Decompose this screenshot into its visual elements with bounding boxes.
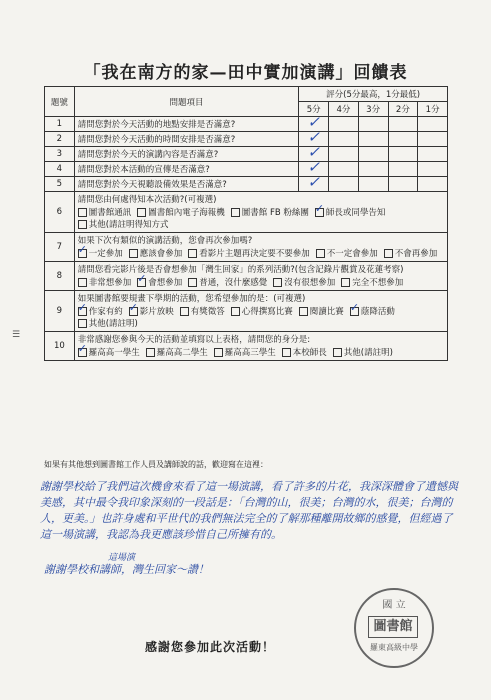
option-label: 閱讀比賽	[309, 307, 344, 317]
q6-option[interactable]	[78, 206, 132, 218]
checkbox[interactable]	[129, 249, 138, 258]
option-label: 影片放映	[139, 307, 174, 317]
option-label: 看影片主題再決定要不要參加	[199, 249, 310, 259]
checkmark-icon: ✓	[307, 173, 320, 191]
rating-cell[interactable]	[329, 147, 359, 162]
q10-options	[78, 346, 444, 358]
handwritten-comment-2	[44, 553, 464, 578]
q8-option[interactable]	[341, 276, 403, 288]
q6-options	[78, 206, 444, 230]
checkbox[interactable]	[333, 348, 342, 357]
q6-cell	[74, 192, 447, 233]
q7-option[interactable]	[78, 247, 123, 259]
checkbox[interactable]	[315, 208, 324, 217]
score-3: 3分	[358, 102, 388, 117]
option-label: 其他(請註明)	[343, 348, 393, 358]
q9-option[interactable]	[299, 305, 344, 317]
option-label: 師長或同學告知	[325, 208, 386, 218]
option-label: 非常想參加	[88, 278, 132, 288]
rating-cell[interactable]	[388, 162, 418, 177]
checkmark-icon: ✓	[307, 143, 320, 161]
option-label: 不一定會參加	[326, 249, 378, 259]
option-label: 羅高高三學生	[224, 348, 276, 358]
q6-num: 6	[45, 192, 75, 233]
checkbox[interactable]	[78, 249, 87, 258]
checkmark-icon: ✓	[307, 113, 320, 131]
option-label: 完全不想參加	[352, 278, 404, 288]
q8-option[interactable]	[78, 276, 132, 288]
q9-cell	[74, 291, 447, 332]
rating-num: 1	[45, 117, 75, 132]
rating-cell[interactable]	[358, 147, 388, 162]
q10-option[interactable]	[282, 346, 327, 358]
q9-row	[45, 291, 448, 332]
option-label: 圖書館內電子海報機	[148, 208, 225, 218]
q9-text: 如果圖書館要規畫下學期的活動，您希望參加的是：(可複選)	[77, 294, 306, 304]
checkbox[interactable]	[78, 208, 87, 217]
checkmark-icon: ✓	[307, 128, 320, 146]
q7-option[interactable]	[316, 247, 378, 259]
option-label: 其他(請註明得知方式	[88, 220, 169, 230]
q9-option[interactable]	[78, 317, 138, 329]
q9-num: 9	[45, 291, 75, 332]
q10-option[interactable]	[78, 346, 140, 358]
checkbox[interactable]	[137, 208, 146, 217]
margin-mark: ☰	[12, 330, 21, 340]
q8-option[interactable]	[188, 276, 267, 288]
rating-row	[45, 132, 448, 147]
checkbox[interactable]	[282, 348, 291, 357]
rating-cell[interactable]	[388, 117, 418, 132]
checkbox[interactable]	[231, 208, 240, 217]
checkbox[interactable]	[188, 278, 197, 287]
comment-prompt: 如果有其他想到圖書館工作人員及講師說的話，歡迎寫在這裡：	[44, 460, 268, 469]
rating-num: 2	[45, 132, 75, 147]
q7-row	[45, 233, 448, 262]
q8-text: 請問您看完影片後是否會想參加「灣生回家」的系列活動?(包含記錄片觀賞及花蓮考察)	[77, 265, 404, 275]
score-5: 5分	[299, 102, 329, 117]
q8-cell	[74, 262, 447, 291]
q6-option[interactable]	[78, 218, 169, 230]
seal-top: 國 立	[382, 600, 406, 611]
checkbox[interactable]	[273, 278, 282, 287]
rating-question: 請問您對於今天的演講內容是否滿意?	[74, 147, 299, 162]
handwritten-comment: 謝謝學校給了我們這次機會來看了這一場演講，看了許多的片花，我深深體會了遺憾與美感，其中最令我印象深刻的一段話是：「台灣的山，很美；台灣的水，很美；台灣的人，更美。」也許身處和平世代的我們無法完全的了解那種離開故鄉的感覺，但經過了這一場演講，我認為我更應該珍惜自己所擁有的。	[40, 480, 458, 541]
rating-cell[interactable]	[388, 147, 418, 162]
q7-text: 如果下次有類似的演講活動，您會再次參加嗎?	[77, 236, 253, 246]
option-label: 羅高高一學生	[88, 348, 140, 358]
q9-option[interactable]	[129, 305, 174, 317]
library-seal	[354, 588, 434, 668]
q6-row	[45, 192, 448, 233]
checkbox[interactable]	[78, 278, 87, 287]
q9-options	[78, 305, 444, 329]
checkbox[interactable]	[78, 348, 87, 357]
option-label: 應該會參加	[139, 249, 183, 259]
rating-num: 5	[45, 177, 75, 192]
checkbox[interactable]	[299, 307, 308, 316]
q7-cell	[74, 233, 447, 262]
q9-option[interactable]	[180, 305, 225, 317]
q10-row	[45, 332, 448, 361]
rating-cell[interactable]	[418, 147, 448, 162]
q10-option[interactable]	[146, 346, 208, 358]
score-2: 2分	[388, 102, 418, 117]
q10-option[interactable]	[214, 346, 276, 358]
checkbox[interactable]	[350, 307, 359, 316]
checkbox[interactable]	[129, 307, 138, 316]
option-label: 圖書館通訊	[88, 208, 132, 218]
q7-option[interactable]	[129, 247, 183, 259]
q7-options	[78, 247, 444, 259]
checkbox[interactable]	[137, 278, 146, 287]
checkbox[interactable]	[384, 249, 393, 258]
header-score: 評分(5分最高，1分最低)	[299, 87, 448, 102]
q8-options	[78, 276, 444, 288]
option-label: 普通，沒什麼感覺	[199, 278, 268, 288]
seal-bottom: 羅東高級中學	[370, 643, 418, 652]
q9-option[interactable]	[231, 305, 293, 317]
rating-cell[interactable]	[388, 177, 418, 192]
seal-mid: 圖書館	[368, 616, 418, 638]
option-label: 心得撰寫比賽	[241, 307, 293, 317]
option-label: 本校師長	[292, 348, 327, 358]
rating-cell[interactable]	[329, 177, 359, 192]
checkbox[interactable]	[214, 348, 223, 357]
form-title: 「我在南方的家—田中實加演講」回饋表	[83, 63, 408, 83]
checkbox[interactable]	[188, 249, 197, 258]
checkbox[interactable]	[180, 307, 189, 316]
thanks-text: 感謝您參加此次活動！	[145, 640, 276, 654]
option-label: 羅高高二學生	[156, 348, 208, 358]
rating-num: 4	[45, 162, 75, 177]
header-item: 問題項目	[74, 87, 299, 117]
rating-cell[interactable]	[418, 162, 448, 177]
option-label: 會想參加	[148, 278, 183, 288]
option-label: 不會再參加	[394, 249, 438, 259]
rating-question: 請問您對於今天視聽設備效果是否滿意?	[74, 177, 299, 192]
rating-question: 請問您對於今天活動的地點安排是否滿意?	[74, 117, 299, 132]
rating-row	[45, 117, 448, 132]
option-label: 其他(請註明)	[88, 319, 138, 329]
rating-cell[interactable]	[358, 162, 388, 177]
q10-cell	[74, 332, 447, 361]
header-row	[45, 87, 448, 102]
q7-option[interactable]	[188, 247, 310, 259]
checkbox[interactable]	[78, 220, 87, 229]
checkbox[interactable]	[146, 348, 155, 357]
q10-option[interactable]	[333, 346, 393, 358]
q8-option[interactable]	[273, 276, 335, 288]
q8-row	[45, 262, 448, 291]
option-label: 有獎徵答	[190, 307, 225, 317]
checkbox[interactable]	[78, 319, 87, 328]
rating-cell[interactable]	[358, 117, 388, 132]
option-label: 作家有約	[88, 307, 123, 317]
rating-question: 請問您對於本活動的宣傳是否滿意?	[74, 162, 299, 177]
option-label: 圖書館 FB 粉絲團	[241, 208, 309, 218]
rating-cell[interactable]	[418, 177, 448, 192]
q8-num: 8	[45, 262, 75, 291]
survey-table	[44, 86, 448, 361]
q7-option[interactable]	[384, 247, 438, 259]
rating-question: 請問您對於今天活動的時間安排是否滿意?	[74, 132, 299, 147]
q6-option[interactable]	[137, 206, 225, 218]
checkbox[interactable]	[78, 307, 87, 316]
q9-option[interactable]	[350, 305, 395, 317]
q10-text: 非常感謝您參與今天的活動並填寫以上表格，請問您的身分是:	[77, 335, 311, 345]
option-label: 一定參加	[88, 249, 123, 259]
rating-cell[interactable]	[358, 177, 388, 192]
rating-cell[interactable]	[329, 162, 359, 177]
score-4: 4分	[329, 102, 359, 117]
q10-num: 10	[45, 332, 75, 361]
q6-text: 請問您由何處得知本次活動?(可複選)	[77, 195, 217, 205]
q6-option[interactable]	[315, 206, 386, 218]
header-num: 題號	[45, 87, 75, 117]
score-1: 1分	[418, 102, 448, 117]
rating-cell[interactable]	[329, 132, 359, 147]
rating-cell[interactable]	[388, 132, 418, 147]
rating-cell[interactable]	[329, 117, 359, 132]
option-label: 沒有很想參加	[284, 278, 336, 288]
handwritten-insert: 這場演	[108, 553, 136, 563]
rating-row	[45, 147, 448, 162]
rating-num: 3	[45, 147, 75, 162]
rating-cell[interactable]	[299, 173, 329, 192]
q6-option[interactable]	[231, 206, 309, 218]
q7-num: 7	[45, 233, 75, 262]
handwritten-thanks: 謝謝學校和講師，灣生回家～讚！	[44, 563, 209, 576]
q9-option[interactable]	[78, 305, 123, 317]
rating-cell[interactable]	[418, 117, 448, 132]
checkmark-icon: ✓	[307, 158, 320, 176]
checkbox[interactable]	[316, 249, 325, 258]
q8-option[interactable]	[137, 276, 182, 288]
option-label: 蔭降活動	[360, 307, 395, 317]
checkbox[interactable]	[341, 278, 350, 287]
checkbox[interactable]	[231, 307, 240, 316]
rating-cell[interactable]	[418, 132, 448, 147]
rating-row	[45, 177, 448, 192]
rating-row	[45, 162, 448, 177]
rating-cell[interactable]	[358, 132, 388, 147]
